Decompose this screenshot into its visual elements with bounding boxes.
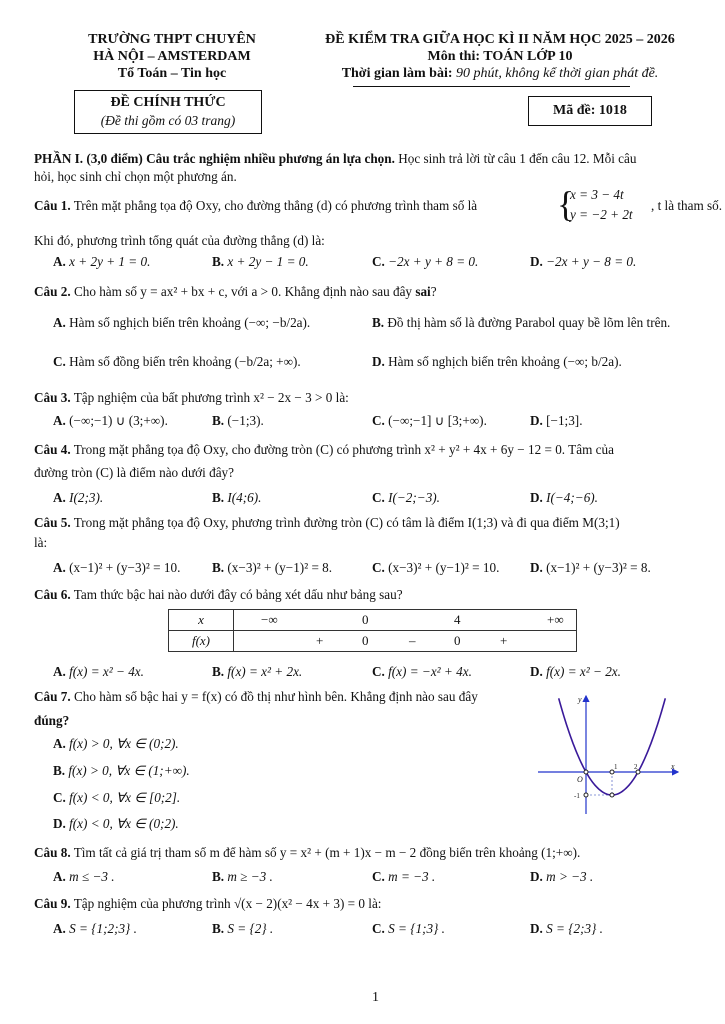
- option-d[interactable]: D. f(x) < 0, ∀x ∈ (0;2).: [53, 816, 179, 831]
- question-7-text2: đúng?: [34, 713, 70, 728]
- sign-table-header-x: x: [169, 610, 234, 631]
- question-5: Câu 5. Trong mặt phẳng tọa độ Oxy, phương trình đường tròn (C) có tâm là điểm I(1;3) và đi qua điểm M(3;1): [34, 515, 620, 530]
- part1-heading: [34, 151, 636, 167]
- time-value: 90 phút, không kể thời gian phát đề.: [456, 66, 659, 81]
- option-c[interactable]: C. I(−2;−3).: [372, 490, 440, 505]
- sign-table-row-x: [169, 610, 577, 631]
- sign-table-values-fx: [234, 631, 577, 652]
- tick-label-neg1: -1: [574, 792, 580, 800]
- parametric-line1: x = 3 − 4t: [570, 187, 624, 202]
- question-8: Câu 8. Tìm tất cả giá trị tham số m để hàm số y = x² + (m + 1)x − m − 2 đồng biến trên khoảng (1;+∞).: [34, 845, 581, 860]
- question-4-text2: đường tròn (C) là điểm nào dưới đây?: [34, 465, 235, 480]
- option-c[interactable]: C. Hàm số đồng biến trên khoảng (−b/2a; +∞).: [53, 354, 301, 369]
- option-d[interactable]: D. −2x + y − 8 = 0.: [530, 254, 637, 269]
- option-d[interactable]: D. f(x) = x² − 2x.: [530, 664, 621, 679]
- option-a[interactable]: A. m ≤ −3 .: [53, 869, 115, 884]
- page-number: 1: [372, 990, 379, 1005]
- time-label: Thời gian làm bài:: [341, 66, 453, 81]
- axis-x-label: x: [671, 762, 675, 771]
- header-underline: [353, 86, 630, 87]
- sign-value: 0: [454, 633, 461, 648]
- part1-title: PHẦN I. (3,0 điểm) Câu trắc nghiệm nhiều phương án lựa chọn.: [34, 151, 395, 166]
- option-a[interactable]: A. (x−1)² + (y−3)² = 10.: [53, 560, 181, 575]
- sign-value: +: [500, 633, 508, 648]
- option-a[interactable]: A. I(2;3).: [53, 490, 104, 505]
- x-value: 0: [362, 612, 369, 627]
- question-text-after: , t là tham số.: [651, 198, 723, 213]
- subject: Môn thi: TOÁN LỚP 10: [427, 49, 573, 64]
- parametric-line2: y = −2 + 2t: [570, 207, 633, 222]
- question-1: [34, 198, 477, 214]
- emphasis-word: sai: [415, 284, 431, 299]
- question-9: Câu 9. Tập nghiệm của phương trình √(x − 2)(x² − 4x + 3) = 0 là:: [34, 896, 382, 911]
- question-2: Câu 2. Cho hàm số y = ax² + bx + c, với a > 0. Khẳng định nào sau đây sai?: [34, 284, 437, 299]
- option-b[interactable]: B. (x−3)² + (y−1)² = 8.: [212, 560, 333, 575]
- question-4: Câu 4. Trong mặt phẳng tọa độ Oxy, cho đường tròn (C) có phương trình x² + y² + 4x + 6y − 12 = 0. Tâm của: [34, 442, 614, 457]
- school-name-line2: HÀ NỘI – AMSTERDAM: [93, 49, 251, 64]
- option-a[interactable]: A. S = {1;2;3} .: [53, 921, 137, 936]
- exam-code-box: [528, 96, 652, 126]
- option-b[interactable]: B. S = {2} .: [212, 921, 274, 936]
- option-a[interactable]: A. f(x) > 0, ∀x ∈ (0;2).: [53, 736, 179, 751]
- question-text: Trên mặt phẳng tọa độ Oxy, cho đường thẳng (d) có phương trình tham số là: [73, 198, 478, 213]
- question-5-text2: là:: [34, 535, 48, 550]
- option-c[interactable]: C. f(x) = −x² + 4x.: [372, 664, 472, 679]
- part1-instruction: Học sinh trả lời từ câu 1 đến câu 12. Mỗi câu: [398, 151, 637, 166]
- question-6: Câu 6. Tam thức bậc hai nào dưới đây có bảng xét dấu như bảng sau?: [34, 587, 403, 602]
- pages-note: (Đề thi gồm có 03 trang): [100, 113, 236, 128]
- option-c[interactable]: C. (x−3)² + (y−1)² = 10.: [372, 560, 500, 575]
- school-name-line1: TRƯỜNG THPT CHUYÊN: [88, 32, 256, 47]
- option-d[interactable]: D. (x−1)² + (y−3)² = 8.: [530, 560, 651, 575]
- tick-label-2: 2: [634, 763, 638, 771]
- vertex-point: [610, 793, 614, 797]
- x-value: 4: [454, 612, 461, 627]
- point-0-neg1: [584, 793, 588, 797]
- question-3: Câu 3. Tập nghiệm của bất phương trình x² − 2x − 3 > 0 là:: [34, 390, 349, 405]
- parabola-graph: [530, 688, 690, 816]
- option-b[interactable]: B. m ≥ −3 .: [212, 869, 273, 884]
- option-c[interactable]: C. −2x + y + 8 = 0.: [372, 254, 479, 269]
- option-d[interactable]: D. I(−4;−6).: [530, 490, 598, 505]
- option-b[interactable]: B. f(x) = x² + 2x.: [212, 664, 303, 679]
- part1-instruction-2: hỏi, học sinh chỉ chọn một phương án.: [34, 169, 237, 184]
- option-c[interactable]: C. m = −3 .: [372, 869, 436, 884]
- option-d[interactable]: D. m > −3 .: [530, 869, 594, 884]
- question-7: Câu 7. Cho hàm số bậc hai y = f(x) có đồ thị như hình bên. Khẳng định nào sau đây: [34, 689, 478, 704]
- option-a[interactable]: A. f(x) = x² − 4x.: [53, 664, 144, 679]
- option-a[interactable]: A. Hàm số nghịch biến trên khoảng (−∞; −b/2a).: [53, 315, 311, 330]
- exam-code: Mã đề: 1018: [553, 103, 627, 118]
- option-c[interactable]: C. S = {1;3} .: [372, 921, 445, 936]
- option-b[interactable]: B. f(x) > 0, ∀x ∈ (1;+∞).: [53, 763, 190, 778]
- x-value: +∞: [547, 612, 564, 627]
- sign-value: 0: [362, 633, 369, 648]
- option-d[interactable]: D. [−1;3].: [530, 413, 583, 428]
- origin-label: O: [577, 775, 583, 784]
- sign-table: [168, 609, 577, 652]
- department: Tổ Toán – Tin học: [117, 66, 227, 81]
- exam-title: ĐỀ KIỂM TRA GIỮA HỌC KÌ II NĂM HỌC 2025 – 2026: [325, 32, 675, 47]
- sign-table-values-x: [234, 610, 577, 631]
- option-b[interactable]: B. I(4;6).: [212, 490, 262, 505]
- sign-value: –: [409, 633, 416, 648]
- x-value: −∞: [261, 612, 278, 627]
- axis-y-label: y: [578, 695, 582, 704]
- sign-table-row-fx: [169, 631, 577, 652]
- sign-value: +: [316, 633, 324, 648]
- question-label: Câu 1.: [34, 198, 71, 213]
- official-exam-box: [74, 90, 262, 134]
- option-a[interactable]: A. (−∞;−1) ∪ (3;+∞).: [53, 413, 168, 428]
- option-c[interactable]: C. f(x) < 0, ∀x ∈ [0;2].: [53, 790, 181, 805]
- option-a[interactable]: A. x + 2y + 1 = 0.: [53, 254, 151, 269]
- option-c[interactable]: C. (−∞;−1] ∪ [3;+∞).: [372, 413, 487, 428]
- official-label: ĐỀ CHÍNH THỨC: [110, 95, 226, 110]
- parametric-brace: {: [557, 184, 575, 224]
- option-d[interactable]: D. Hàm số nghịch biến trên khoảng (−∞; b/2a).: [372, 354, 622, 369]
- exam-time: [290, 66, 710, 82]
- sign-table-header-fx: f(x): [169, 631, 234, 652]
- question-1-text2: Khi đó, phương trình tổng quát của đường thẳng (d) là:: [34, 233, 325, 248]
- option-b[interactable]: B. (−1;3).: [212, 413, 264, 428]
- option-d[interactable]: D. S = {2;3} .: [530, 921, 603, 936]
- option-b[interactable]: B. x + 2y − 1 = 0.: [212, 254, 309, 269]
- option-b[interactable]: B. Đồ thị hàm số là đường Parabol quay bề lõm lên trên.: [372, 315, 671, 330]
- tick-label-1: 1: [614, 763, 618, 771]
- origin-point: [584, 770, 588, 774]
